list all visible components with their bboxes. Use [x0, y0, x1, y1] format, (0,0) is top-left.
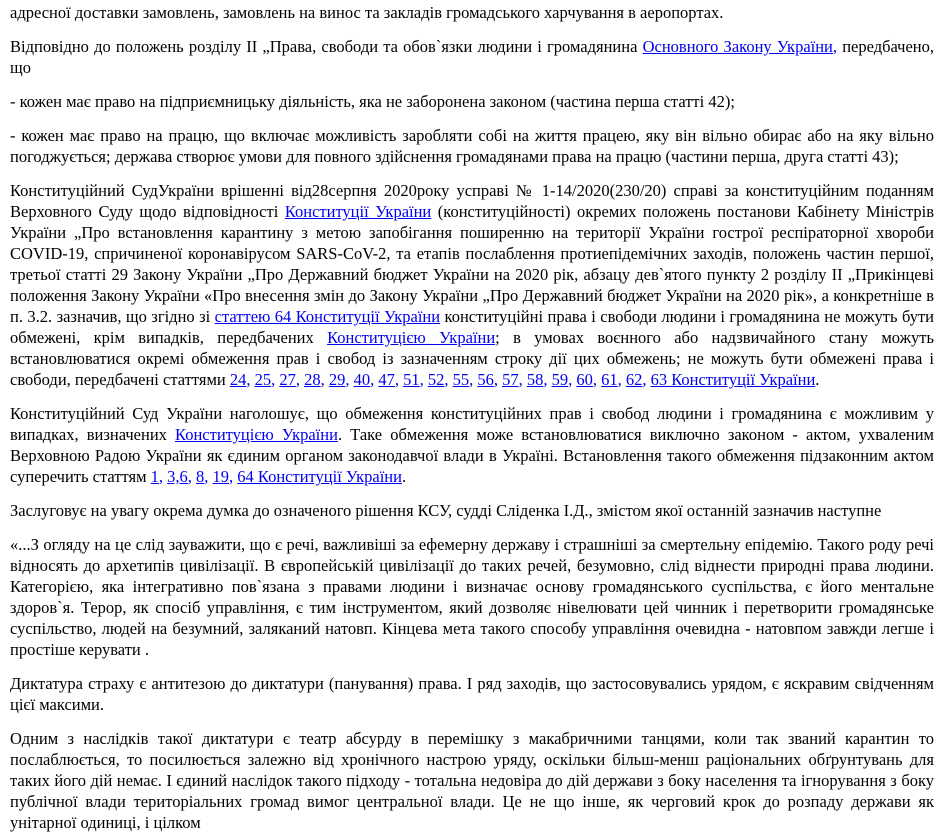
- document-body: [0, 2, 942, 833]
- document-link[interactable]: 57: [502, 370, 519, 389]
- document-link[interactable]: Конституцією України: [175, 425, 338, 444]
- paragraph-8: [10, 534, 934, 660]
- link-separator: ,: [345, 370, 354, 389]
- paragraph-2: [10, 36, 934, 78]
- document-link[interactable]: 8: [196, 467, 205, 486]
- link-separator: ,: [568, 370, 577, 389]
- paragraph-9: [10, 673, 934, 715]
- link-separator: ,: [592, 370, 602, 389]
- document-link[interactable]: 63 Конституції України: [650, 370, 816, 389]
- paragraph-10: [10, 728, 934, 833]
- document-link[interactable]: 47: [378, 370, 395, 389]
- text-run: «...З огляду на це слід зауважити, що є речі, важливіші за ефемерну державу і страшніші за смертельну епідемію. Такого роду речі відносять до архетипів цивілізації. В європейській цивілізації до таких речей, безумовно, слід віднести природні права людини. Категорією, яка інтегративно пов`язана з правами людини і визначає основу громадянського суспільства, є його ментальне здоров`я. Терор, як спосіб управління, є тим інструментом, який дозволяє нівелювати цей чинник і перетворити громадянське суспільство, людей на безумний, заляканий натовп. Кінцева мета такого способу управління очевидна - натовпом завжди легше і простіше керувати .: [10, 535, 934, 659]
- link-separator: ,: [204, 467, 213, 486]
- link-separator: ,: [229, 467, 238, 486]
- link-separator: ,: [158, 467, 168, 486]
- text-run: .: [815, 370, 820, 389]
- text-run: ; в умовах воєнного або надзвичайного стану можуть встановлюватися окремі обмеження прав і свобод із зазначенням строку дії цих обмежень; не можуть бути обмежені права і свободи, передбачені статтями: [10, 328, 934, 389]
- link-separator: ,: [493, 370, 503, 389]
- document-link[interactable]: 61: [601, 370, 618, 389]
- document-link[interactable]: 60: [576, 370, 593, 389]
- link-separator: ,: [543, 370, 552, 389]
- document-link[interactable]: 1: [150, 467, 159, 486]
- document-link[interactable]: 29: [328, 370, 346, 389]
- document-link[interactable]: 52: [427, 370, 445, 389]
- document-link[interactable]: 64 Конституції України: [237, 467, 402, 486]
- link-separator: ,: [642, 370, 651, 389]
- text-run: Диктатура страху є антитезою до диктатури (панування) права. І ряд заходів, що застосовувались урядом, є яскравим свідченням цієї максими.: [10, 674, 934, 714]
- text-run: Конституційний Суд України наголошує, що обмеження конституційних прав і свобод людини і громадянина є можливим у випадках, визначених: [10, 404, 934, 444]
- text-run: конституційні права і свободи людини і громадянина не можуть бути обмежені, крім випадків, передбачених: [10, 307, 934, 347]
- text-run: Відповідно до положень розділу ІІ „Права, свободи та обов`язки людини і громадянина: [10, 37, 643, 56]
- text-run: - кожен має право на працю, що включає можливість заробляти собі на життя працею, яку він вільно обирає або на яку вільно погоджується; держава створює умови для повного здійснення громадянами права на працю (частини перша, друга статті 43);: [10, 126, 934, 166]
- text-run: Заслуговує на увагу окрема думка до означеного рішення КСУ, судді Сліденка І.Д., змістом якої останній зазначив наступне: [10, 501, 882, 520]
- document-link[interactable]: 58: [526, 370, 544, 389]
- link-separator: ,: [187, 467, 197, 486]
- document-link[interactable]: 24: [229, 370, 247, 389]
- text-run: Конституційний СудУкраїни врішенні від28серпня 2020року усправі № 1-14/2020(230/20) справі за конституційним поданням Верховного Суду щодо відповідності: [10, 181, 934, 221]
- paragraph-1: [10, 2, 934, 23]
- link-separator: ,: [617, 370, 626, 389]
- document-link[interactable]: 28: [304, 370, 321, 389]
- text-run: .: [401, 467, 407, 486]
- document-link[interactable]: статтею 64 Конституції України: [214, 307, 441, 326]
- paragraph-7: [10, 500, 934, 521]
- document-link[interactable]: 55: [452, 370, 470, 389]
- document-link[interactable]: 3,6: [167, 467, 188, 486]
- text-run: Одним з наслідків такої диктатури є театр абсурду в перемішку з макабричними танцями, коли так званий карантин то послаблюється, то посилюється залежно від хронічного настрою уряду, оскільки більш-менш раціональних обґрунтувань для таких його дій немає. І єдиний наслідок такого підходу - тотальна недовіра до дій держави з боку населення та ігнорування з боку публічної влади територіальних громад вимог центральної влади. Це не що інше, як черговий крок до розпаду держави як унітарної одиниці, і цілком: [10, 729, 934, 832]
- document-link[interactable]: 62: [625, 370, 643, 389]
- link-separator: ,: [832, 37, 838, 56]
- link-separator: ,: [246, 370, 255, 389]
- document-link[interactable]: 59: [551, 370, 569, 389]
- link-separator: ,: [444, 370, 453, 389]
- link-separator: ,: [469, 370, 478, 389]
- paragraph-5: [10, 180, 934, 390]
- text-run: адресної доставки замовлень, замовлень на винос та закладів громадського харчування в аеропортах.: [10, 3, 724, 22]
- text-run: передбачено, що: [10, 37, 934, 77]
- text-run: . Таке обмеження може встановлюватися виключно законом - актом, ухваленим Верховною Радою України як єдиним органом законодавчої влади в Україні. Встановлення такого обмеження підзаконним актом суперечить статтям: [10, 425, 934, 486]
- document-link[interactable]: 56: [477, 370, 494, 389]
- link-separator: ,: [370, 370, 379, 389]
- document-link[interactable]: 27: [279, 370, 296, 389]
- document-link[interactable]: Основного Закону України: [642, 37, 833, 56]
- paragraph-6: [10, 403, 934, 487]
- link-separator: ,: [271, 370, 280, 389]
- document-link[interactable]: 51: [403, 370, 420, 389]
- text-run: (конституційності) окремих положень постанови Кабінету Міністрів України „Про встановлення карантину з метою запобігання поширенню на території України гострої респіраторної хвороби COVID-19, спричиненої коронавірусом SARS-CoV-2, та етапів послаблення протиепідемічних заходів, положень частин першої, третьої статті 29 Закону України „Про Державний бюджет України на 2020 рік, абзацу дев`ятого пункту 2 розділу ІІ „Прикінцеві положення Закону України «Про внесення змін до Закону України „Про Державний бюджет України на 2020 рік», а конкретніше в п. 3.2. зазначив, що згідно зі: [10, 202, 935, 326]
- document-link[interactable]: 40: [353, 370, 371, 389]
- link-separator: ,: [320, 370, 329, 389]
- link-separator: ,: [394, 370, 404, 389]
- document-link[interactable]: Конституцією України: [327, 328, 496, 347]
- link-separator: ,: [518, 370, 527, 389]
- paragraph-4: [10, 125, 934, 167]
- text-run: - кожен має право на підприємницьку діяльність, яка не заборонена законом (частина перша статті 42);: [10, 92, 735, 111]
- document-link[interactable]: Конституції України: [284, 202, 432, 221]
- document-link[interactable]: 19: [212, 467, 230, 486]
- document-link[interactable]: 25: [254, 370, 272, 389]
- paragraph-3: [10, 91, 934, 112]
- link-separator: ,: [295, 370, 305, 389]
- link-separator: ,: [419, 370, 428, 389]
